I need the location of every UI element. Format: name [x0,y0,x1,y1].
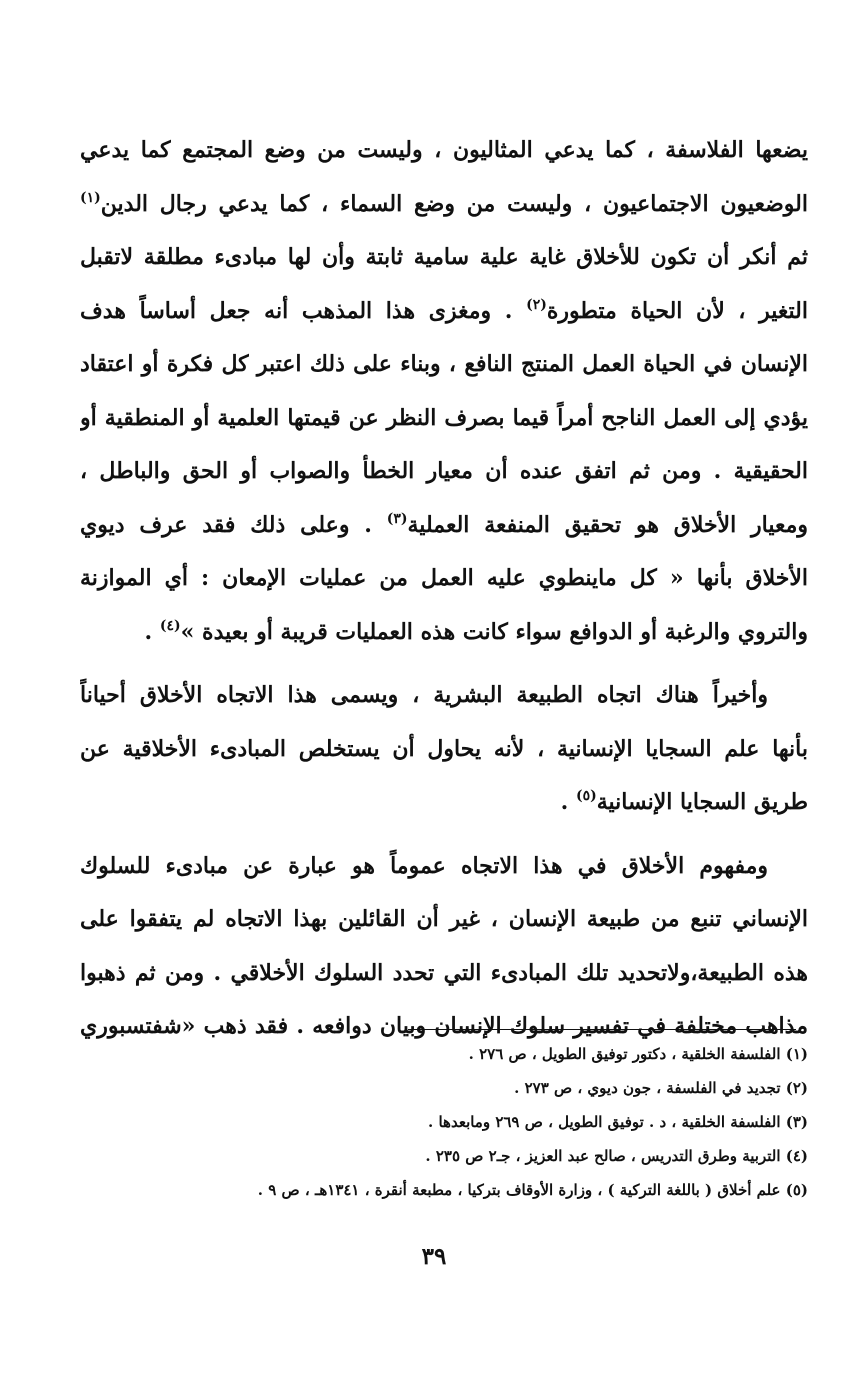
text-line: يؤدي إلى العمل الناجح أمراً قيما بصرف النظر عن قيمتها العلمية أو المنطقية أو [80,404,808,431]
text-line: هذه الطبيعة،ولاتحديد تلك المبادىء التي تحدد السلوك الأخلاقي . ومن ثم ذهبوا [80,959,808,986]
text-line: طريق السجايا الإنسانية$^{(٥)}$ . [560,788,808,815]
text-line: مذاهب مختلفة في تفسير سلوك الإنسان وبيان دوافعه . فقد ذهب «شفتسبوري [80,1013,808,1039]
footnote-ref: (١) [80,189,101,206]
footnote-2: (٢) تجديد في الفلسفة ، جون ديوي ، ص ٢٧٣ . [514,1079,808,1097]
paragraph-1 [80,124,808,659]
text-line: ومعيار الأخلاق هو تحقيق المنفعة العملية$^{(٣)}$ . وعلى ذلك فقد عرف ديوي [80,510,808,538]
text-line: الإنسان في الحياة العمل المنتج النافع ، وبناء على ذلك اعتبر كل فكرة أو اعتقاد [80,351,808,377]
footnote-ref: (٤) [159,617,181,634]
text-line: الحقيقية . ومن ثم اتفق عنده أن معيار الخطأ والصواب أو الحق والباطل ، [80,458,808,484]
footnote-1: (١) الفلسفة الخلقية ، دكتور توفيق الطويل ، ص ٢٧٦ . [468,1045,808,1063]
text-line: الإنساني تنبع من طبيعة الإنسان ، غير أن القائلين بهذا الاتجاه لم يتفقوا على [80,906,808,932]
footnote-4: (٤) التربية وطرق التدريس ، صالح عبد العزيز ، جـ٢ ص ٢٣٥ . [425,1147,808,1165]
text-line: وأخيراً هناك اتجاه الطبيعة البشرية ، ويسمى هذا الاتجاه الأخلاق أحياناً [80,682,768,708]
footnotes [80,1037,808,1207]
text-line: ثم أنكر أن تكون للأخلاق غاية علية سامية ثابتة وأن لها مبادىء مطلقة لاتقبل [80,244,808,270]
footnote-ref: (٥) [575,788,597,804]
text-line: التغير ، لأن الحياة متطورة$^{(٢)}$ . ومغزى هذا المذهب أنه جعل أساساً هدف [80,296,808,324]
text-line: الأخلاق بأنها « كل ماينطوي عليه العمل من عمليات الإمعان : أي الموازنة [80,565,808,591]
paragraph-2 [80,669,808,830]
main-text [80,124,808,1054]
page-number: ٣٩ [421,1243,447,1270]
text-line: والتروي والرغبة أو الدوافع سواء كانت هذه العمليات قريبة أو بعيدة »$^{(٤)}$ . [144,617,808,645]
paragraph-3 [80,840,808,1054]
text-line: يضعها الفلاسفة ، كما يدعي المثاليون ، وليست من وضع المجتمع كما يدعي [80,137,808,163]
footnote-ref: (٣) [386,510,408,527]
text-line: الوضعيون الاجتماعيون ، وليست من وضع السماء ، كما يدعي رجال الدين$^{(١)}$ [80,189,808,217]
footnote-3: (٣) الفلسفة الخلقية ، د . توفيق الطويل ، ص ٢٦٩ ومابعدها . [428,1113,808,1131]
footnote-separator [408,1029,796,1030]
footnote-ref: (٢) [526,296,547,313]
text-line: ومفهوم الأخلاق في هذا الاتجاه عموماً هو عبارة عن مبادىء للسلوك [80,852,768,879]
text-line: بأنها علم السجايا الإنسانية ، لأنه يحاول أن يستخلص المبادىء الأخلاقية عن [80,735,808,762]
footnote-5: (٥) علم أخلاق ( باللغة التركية ) ، وزارة الأوقاف بتركيا ، مطبعة أنقرة ، ١٣٤١هـ ، ص ٩ . [257,1181,808,1199]
